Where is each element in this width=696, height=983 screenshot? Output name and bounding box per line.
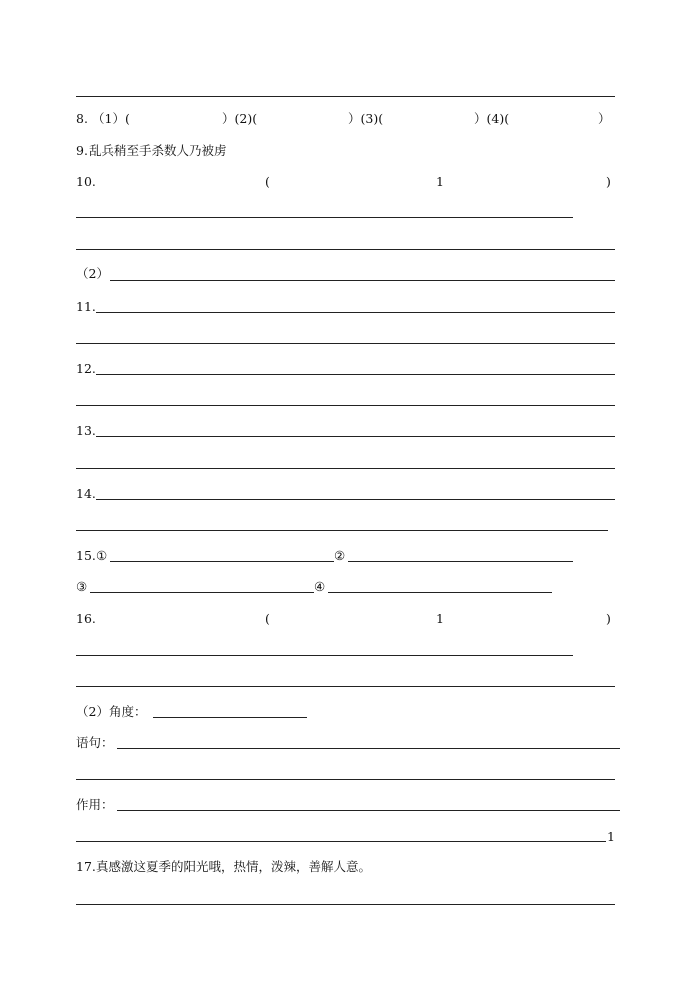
q10-label: 10. [76,174,96,189]
q16-trail-mark: 1 [607,829,615,844]
q17-text: 真感激这夏季的阳光哦，热情，泼辣，善解人意。 [96,859,372,874]
q14-line-1[interactable] [96,499,615,500]
q10-close: ) [606,174,611,189]
q16-mid: 1 [436,611,444,626]
q15-circle-2: ② [334,548,346,563]
q16-effect-line-1[interactable] [117,810,620,811]
q10-mid: 1 [436,174,444,189]
q16-close: ) [606,611,611,626]
q12-line-2[interactable] [76,405,615,406]
q13-line-2[interactable] [76,468,615,469]
q16-label: 16. [76,611,96,626]
q16-effect-label: 作用： [76,797,114,812]
q16-angle-label: （2）角度： [76,704,147,719]
q11-line-2[interactable] [76,343,615,344]
q14-line-2[interactable] [76,530,608,531]
q15-circle-4: ④ [314,579,326,594]
q16-angle-line[interactable] [153,717,307,718]
q8-close: ） [598,111,611,126]
q15-line-3[interactable] [90,592,314,593]
q16-answer-line-2[interactable] [76,686,615,687]
q9-text: 乱兵稍至手杀数人乃被虏 [89,143,227,158]
q16-sentence-line-1[interactable] [117,748,620,749]
q13-line-1[interactable] [96,436,615,437]
q16-sentence-label: 语句： [76,735,114,750]
q16-effect-line-2[interactable] [76,841,606,842]
q11-line-1[interactable] [96,312,615,313]
q17-line[interactable] [76,904,615,905]
q10-answer-line-2[interactable] [76,249,615,250]
q13-label: 13. [76,423,96,438]
q11-label: 11. [76,299,96,314]
q15-line-2[interactable] [348,561,573,562]
q12-label: 12. [76,361,96,376]
q15-label: 15. [76,548,96,563]
q10-sub2-line[interactable] [110,280,615,281]
q8-item-3: ）(3)( [348,111,384,126]
q8-item-2: ）(2)( [222,111,258,126]
q15-circle-1: ① [96,548,108,563]
q8-item-4: ）(4)( [474,111,510,126]
q10-answer-line-1[interactable] [76,217,573,218]
top-rule [76,96,615,97]
q14-label: 14. [76,486,96,501]
q15-line-1[interactable] [110,561,334,562]
q16-sentence-line-2[interactable] [76,779,615,780]
q15-circle-3: ③ [76,579,88,594]
q15-line-4[interactable] [328,592,552,593]
q16-open: ( [265,611,270,626]
q8-item-1: （1）( [92,111,130,126]
q12-line-1[interactable] [96,374,615,375]
q8-label: 8. [76,111,88,126]
q9-label: 9. [76,143,88,158]
q10-sub2-label: （2） [76,266,109,281]
q17-label: 17. [76,859,96,874]
q16-answer-line-1[interactable] [76,655,573,656]
q10-open: ( [265,174,270,189]
